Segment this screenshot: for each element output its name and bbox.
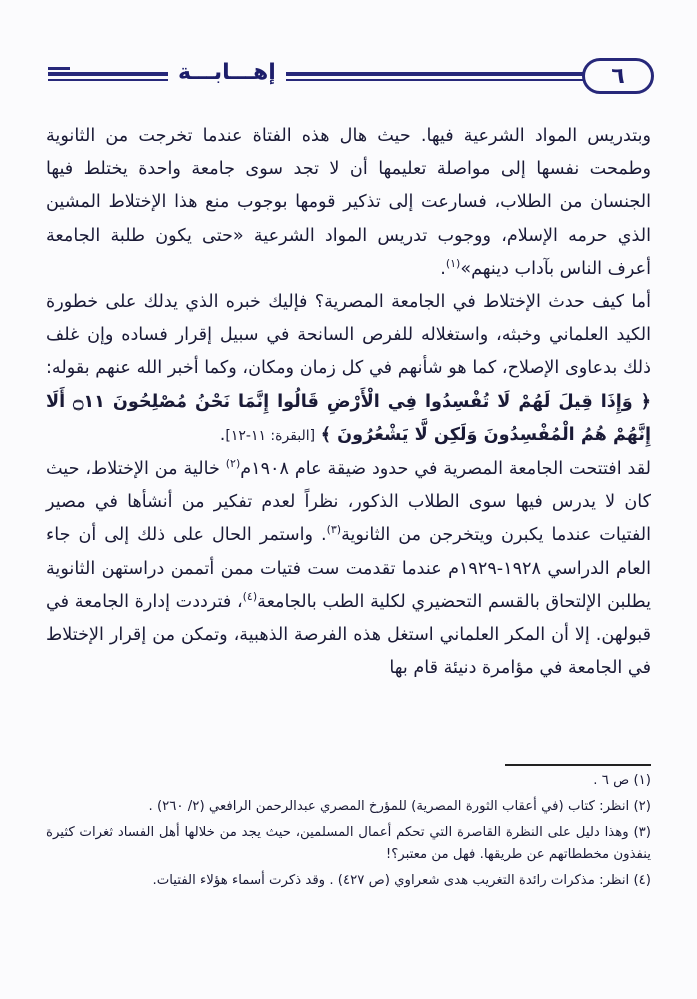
footnote-marker-2: (٢) <box>225 457 241 471</box>
paragraph-1: وبتدريس المواد الشرعية فيها. حيث هال هذه الفتاة عندما تخرجت من الثانوية وطمحت نفسها إلى مواصلة تعليمها أن لا تجد سوى جامعة واحدة يختلط فيها الجنسان من الطلاب، فسارعت إلى تذكير قومها بوجوب منع هذا الإختلاط المشين الذي حرمه الإسلام، ووجوب تدريس المواد الشرعية «حتى يكون طلبة الجامعة أعرف الناس بآداب دينهم»$^{(١)}$. <box>46 126 651 279</box>
footnotes <box>46 770 651 896</box>
footnote-3: (٣) وهذا دليل على النظرة القاصرة التي تحكم أعمال المسلمين، حيث يجد من خلالها أهل الفساد ثغرات كثيرة ينفذون مخططاتهم عن طريقها. فهل من معتبر؟! <box>46 824 651 863</box>
quran-verse: ﴿ وَإِذَا قِيلَ لَهُمْ لَا تُفْسِدُوا فِي الْأَرْضِ قَالُوا إِنَّمَا نَحْنُ مُصْلِحُونَ ۝١١ أَلَا إِنَّهُمْ هُمُ الْمُفْسِدُونَ وَلَكِن لَّا يَشْعُرُونَ ﴾ <box>46 391 652 445</box>
paragraph-3: لقد افتتحت الجامعة المصرية في حدود ضيقة عام ١٩٠٨م$^{(٢)}$ خالية من الإختلاط، حيث كان لا يدرس فيها سوى الطلاب الذكور، نظراً لعدم تفكير من أنشأها في مصير الفتيات عندما يكبرن ويتخرجن من الثانوية$^{(٣)}$. واستمر الحال على ذلك إلى أن جاء العام الدراسي ١٩٢٨-١٩٢٩م عندما تقدمت ست فتيات ممن أتممن دراستهن الثانوية يطلبن الإلتحاق بالقسم التحضيري لكلية الطب بالجامعة$^{(٤)}$، فترددت إدارة الجامعة في قبولهن. إلا أن المكر العلماني استغل هذه الفرصة الذهبية، وتمكن من إقرار الإختلاط في الجامعة في مؤامرة دنيئة قام بها <box>46 457 651 679</box>
footnote-4: (٤) انظر: مذكرات رائدة التغريب هدى شعراوي (ص ٤٢٧) . وقد ذكرت أسماء هؤلاء الفتيات. <box>152 873 651 889</box>
main-text <box>46 120 651 685</box>
paragraph-2: أما كيف حدث الإختلاط في الجامعة المصرية؟ فإليك خبره الذي يدلك على خطورة الكيد العلماني وخبثه، واستغلاله للفرص السانحة في سبيل إقرار فساده وإن غلف ذلك بدعاوى الإصلاح، كما هو شأنهم في كل زمان ومكان، وكما أخبر الله عنهم بقوله: ﴿ وَإِذَا قِيلَ لَهُمْ لَا تُفْسِدُوا فِي الْأَرْضِ قَالُوا إِنَّمَا نَحْنُ مُصْلِحُونَ ۝١١ أَلَا إِنَّهُمْ هُمُ الْمُفْسِدُونَ وَلَكِن لَّا يَشْعُرُونَ ﴾ [البقرة: ١١-١٢]. <box>46 292 652 445</box>
footnote-marker-4: (٤) <box>242 589 258 603</box>
footnote-marker-1: (١) <box>445 256 461 270</box>
footnote-2: (٢) انظر: كتاب (في أعقاب الثورة المصرية) للمؤرخ المصري عبدالرحمن الرافعي (٢/ ٢٦٠) . <box>148 798 651 814</box>
verse-reference: [البقرة: ١١-١٢] <box>225 427 316 444</box>
header-rule-thick <box>48 72 584 76</box>
page-number-badge: ٦ <box>582 58 654 94</box>
header-rule-thin <box>48 79 584 81</box>
running-header-title: إهـــابـــة <box>168 60 286 85</box>
footnote-marker-3: (٣) <box>326 523 342 537</box>
footnote-separator <box>505 764 651 766</box>
header-dash-left <box>48 67 70 70</box>
footnote-1: (١) ص ٦ . <box>593 773 651 788</box>
